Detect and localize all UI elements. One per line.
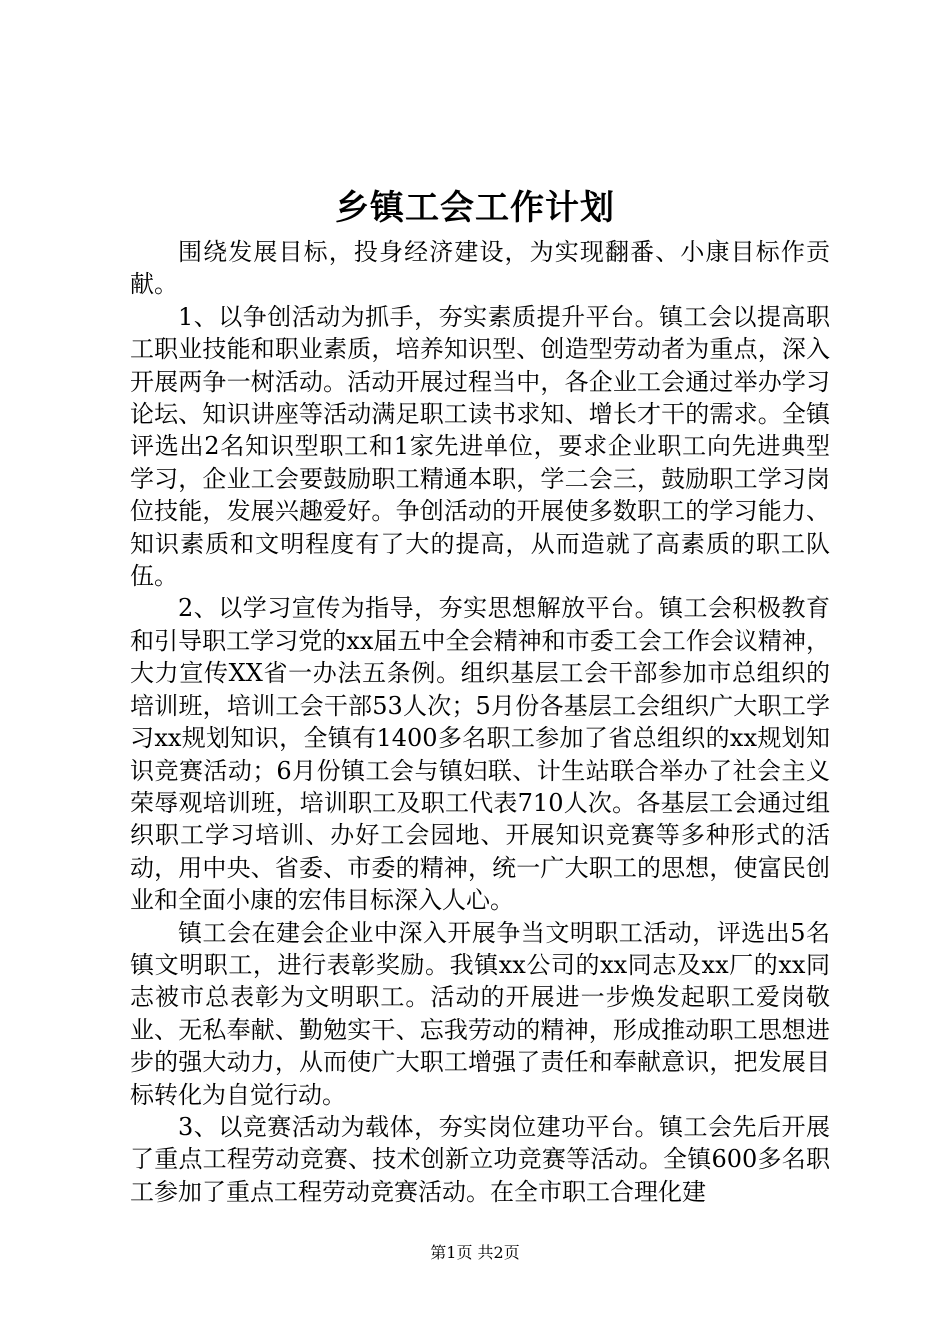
document-body — [130, 236, 830, 1208]
paragraph-intro: 围绕发展目标，投身经济建设，为实现翻番、小康目标作贡献。 — [130, 238, 830, 299]
document-title: 乡镇工会工作计划 — [335, 188, 615, 228]
paragraph-item-3: 3、以竞赛活动为载体，夯实岗位建功平台。镇工会先后开展了重点工程劳动竞赛、技术创新立功竞赛等活动。全镇600多名职工参加了重点工程劳动竞赛活动。在全市职工合理化建 — [130, 1112, 830, 1206]
page-number-footer: 第1页 共2页 — [430, 1243, 520, 1262]
paragraph-item-1: 1、以争创活动为抓手，夯实素质提升平台。镇工会以提高职工职业技能和职业素质，培养知识型、创造型劳动者为重点，深入开展两争一树活动。活动开展过程当中，各企业工会通过举办学习论坛、知识讲座等活动满足职工读书求知、增长才干的需求。全镇评选出2名知识型职工和1家先进单位，要求企业职工向先进典型学习，企业工会要鼓励职工精通本职，学二会三，鼓励职工学习岗位技能，发展兴趣爱好。争创活动的开展使多数职工的学习能力、知识素质和文明程度有了大的提高，从而造就了高素质的职工队伍。 — [130, 302, 830, 591]
paragraph-item-2: 2、以学习宣传为指导，夯实思想解放平台。镇工会积极教育和引导职工学习党的xx届五中全会精神和市委工会工作会议精神，大力宣传XX省一办法五条例。组织基层工会干部参加市总组织的培训班，培训工会干部53人次；5月份各基层工会组织广大职工学习xx规划知识，全镇有1400多名职工参加了省总组织的xx规划知识竞赛活动；6月份镇工会与镇妇联、计生站联合举办了社会主义荣辱观培训班，培训职工及职工代表710人次。各基层工会通过组织职工学习培训、办好工会园地、开展知识竞赛等多种形式的活动，用中央、省委、市委的精神，统一广大职工的思想，使富民创业和全面小康的宏伟目标深入人心。 — [130, 594, 830, 915]
paragraph-civilized-workers: 镇工会在建会企业中深入开展争当文明职工活动，评选出5名镇文明职工，进行表彰奖励。我镇xx公司的xx同志及xx厂的xx同志被市总表彰为文明职工。活动的开展进一步焕发起职工爱岗敬业、无私奉献、勤勉实干、忘我劳动的精神，形成推动职工思想进步的强大动力，从而使广大职工增强了责任和奉献意识，把发展目标转化为自觉行动。 — [130, 918, 830, 1109]
